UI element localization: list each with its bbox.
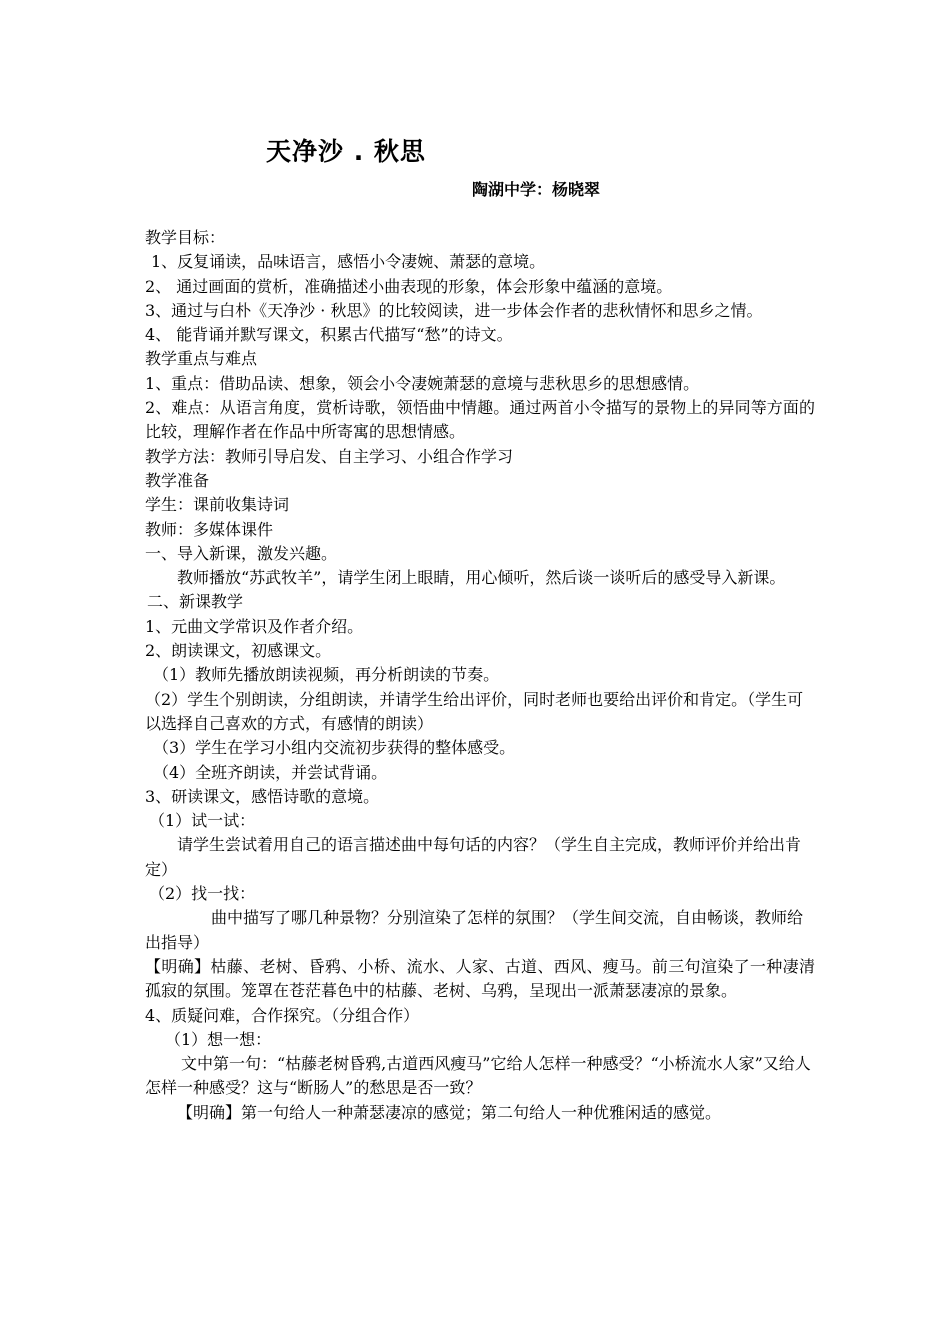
paragraph: 【明确】第一句给人一种萧瑟凄凉的感觉；第二句给人一种优雅闲适的感觉。 (177, 1102, 722, 1122)
paragraph: 3、通过与白朴《天净沙 · 秋思》的比较阅读，进一步体会作者的悲秋情怀和思乡之情。 (145, 300, 763, 320)
paragraph: （2）找一找： (149, 884, 256, 904)
paragraph: 4、质疑问难，合作探究。（分组合作） (145, 1005, 420, 1025)
paragraph: 1、元曲文学常识及作者介绍。 (145, 616, 364, 636)
paragraph: 3、研读课文，感悟诗歌的意境。 (145, 786, 380, 806)
paragraph: 教师：多媒体课件 (145, 519, 274, 539)
paragraph: 文中第一句：“枯藤老树昏鸦,古道西风瘦马”它给人怎样一种感受？“小桥流水人家”又给人怎样一种感受？这与“断肠人”的愁思是否一致？ (145, 1054, 811, 1098)
paragraph: 学生：课前收集诗词 (145, 495, 290, 515)
paragraph: 教学方法：教师引导启发、自主学习、小组合作学习 (145, 446, 514, 466)
document-title: 天净沙 . 秋思 (266, 137, 426, 166)
document-body (145, 226, 815, 1125)
paragraph: （3）学生在学习小组内交流初步获得的整体感受。 (153, 738, 516, 758)
paragraph: （2）学生个别朗读，分组朗读，并请学生给出评价，同时老师也要给出评价和肯定。（学生可以选择自己喜欢的方式，有感情的朗读） (145, 689, 804, 733)
paragraph: （4）全班齐朗读，并尝试背诵。 (153, 762, 388, 782)
paragraph: （1）试一试： (149, 811, 256, 831)
section-heading: 一、导入新课，激发兴趣。 (145, 543, 338, 563)
paragraph: 教学目标： (145, 228, 226, 247)
paragraph: （1）教师先播放朗读视频，再分析朗读的节奏。 (153, 665, 500, 685)
paragraph: 2、朗读课文，初感课文。 (145, 641, 332, 661)
section-heading: 教学准备 (145, 470, 210, 490)
paragraph: 2、 通过画面的赏析，准确描述小曲表现的形象，体会形象中蕴涵的意境。 (145, 276, 673, 296)
paragraph: 教师播放“苏武牧羊”，请学生闭上眼睛，用心倾听，然后谈一谈听后的感受导入新课。 (177, 568, 786, 588)
paragraph: 1、反复诵读，品味语言，感悟小令凄婉、萧瑟的意境。 (151, 252, 546, 272)
document-author: 陶湖中学：杨晓翠 (472, 180, 601, 199)
paragraph: 【明确】枯藤、老树、昏鸦、小桥、流水、人家、古道、西风、瘦马。前三句渲染了一种凄清孤寂的氛围。笼罩在苍茫暮色中的枯藤、老树、乌鸦，呈现出一派萧瑟凄凉的景象。 (145, 956, 815, 1001)
section-heading: 二、新课教学 (147, 592, 244, 612)
paragraph: 曲中描写了哪几种景物？分别渲染了怎样的氛围？（学生间交流，自由畅谈，教师给出指导） (145, 908, 804, 952)
paragraph: 2、难点：从语言角度，赏析诗歌，领悟曲中情趣。通过两首小令描写的景物上的异同等方面的比较，理解作者在作品中所寄寓的思想情感。 (145, 398, 815, 442)
paragraph: 请学生尝试着用自己的语言描述曲中每句话的内容？（学生自主完成，教师评价并给出肯定） (145, 835, 802, 879)
paragraph: 1、重点：借助品读、想象，领会小令凄婉萧瑟的意境与悲秋思乡的思想感情。 (145, 373, 700, 393)
section-heading: 教学重点与难点 (145, 349, 258, 369)
paragraph: （1）想一想： (165, 1029, 272, 1049)
paragraph: 4、 能背诵并默写课文，积累古代描写“愁”的诗文。 (145, 325, 513, 345)
